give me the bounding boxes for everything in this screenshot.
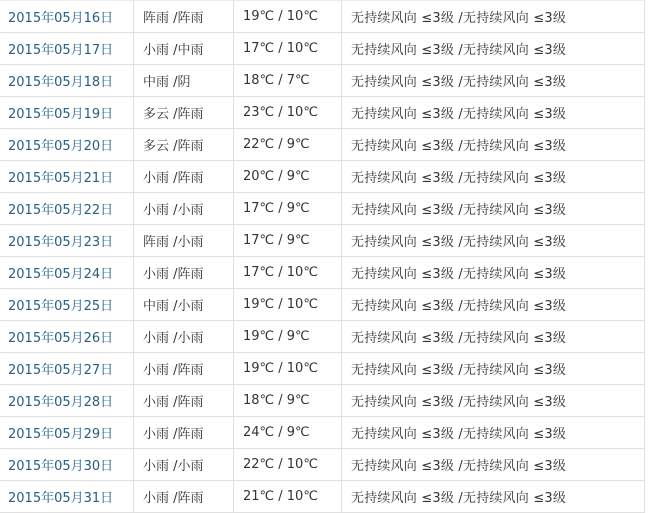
table-row	[0, 449, 645, 481]
date-cell	[0, 33, 134, 64]
weather-cell: 中雨 /阴	[134, 65, 234, 96]
wind-cell: 无持续风向 ≤3级 /无持续风向 ≤3级	[342, 193, 645, 224]
table-row	[0, 289, 645, 321]
table-row	[0, 417, 645, 449]
date-cell	[0, 1, 134, 32]
wind-cell: 无持续风向 ≤3级 /无持续风向 ≤3级	[342, 289, 645, 320]
weather-cell: 小雨 /小雨	[134, 449, 234, 480]
date-link[interactable]: 2015年05月17日	[8, 43, 114, 58]
weather-cell: 小雨 /阵雨	[134, 353, 234, 384]
table-row	[0, 65, 645, 97]
date-link[interactable]: 2015年05月20日	[8, 139, 114, 154]
date-cell	[0, 257, 134, 288]
table-row	[0, 1, 645, 33]
table-row	[0, 321, 645, 353]
table-row	[0, 161, 645, 193]
date-link[interactable]: 2015年05月26日	[8, 331, 114, 346]
wind-cell: 无持续风向 ≤3级 /无持续风向 ≤3级	[342, 385, 645, 416]
date-link[interactable]: 2015年05月19日	[8, 107, 114, 122]
temperature-cell: 21℃ / 10℃	[234, 481, 342, 512]
wind-cell: 无持续风向 ≤3级 /无持续风向 ≤3级	[342, 161, 645, 192]
weather-cell: 阵雨 /小雨	[134, 225, 234, 256]
weather-cell: 小雨 /小雨	[134, 321, 234, 352]
wind-cell: 无持续风向 ≤3级 /无持续风向 ≤3级	[342, 481, 645, 512]
date-cell	[0, 353, 134, 384]
date-cell	[0, 481, 134, 512]
weather-cell: 小雨 /阵雨	[134, 481, 234, 512]
wind-cell: 无持续风向 ≤3级 /无持续风向 ≤3级	[342, 97, 645, 128]
date-link[interactable]: 2015年05月31日	[8, 491, 114, 506]
table-row	[0, 385, 645, 417]
weather-cell: 小雨 /阵雨	[134, 257, 234, 288]
weather-cell: 小雨 /中雨	[134, 33, 234, 64]
table-row	[0, 225, 645, 257]
temperature-cell: 17℃ / 9℃	[234, 225, 342, 256]
temperature-cell: 22℃ / 9℃	[234, 129, 342, 160]
temperature-cell: 17℃ / 9℃	[234, 193, 342, 224]
wind-cell: 无持续风向 ≤3级 /无持续风向 ≤3级	[342, 257, 645, 288]
table-row	[0, 33, 645, 65]
date-cell	[0, 449, 134, 480]
wind-cell: 无持续风向 ≤3级 /无持续风向 ≤3级	[342, 353, 645, 384]
temperature-cell: 19℃ / 9℃	[234, 321, 342, 352]
weather-cell: 小雨 /阵雨	[134, 385, 234, 416]
date-link[interactable]: 2015年05月18日	[8, 75, 114, 90]
weather-cell: 多云 /阵雨	[134, 129, 234, 160]
table-row	[0, 193, 645, 225]
weather-cell: 小雨 /阵雨	[134, 417, 234, 448]
date-link[interactable]: 2015年05月21日	[8, 171, 114, 186]
wind-cell: 无持续风向 ≤3级 /无持续风向 ≤3级	[342, 417, 645, 448]
temperature-cell: 23℃ / 10℃	[234, 97, 342, 128]
temperature-cell: 24℃ / 9℃	[234, 417, 342, 448]
weather-cell: 小雨 /小雨	[134, 193, 234, 224]
date-cell	[0, 417, 134, 448]
temperature-cell: 19℃ / 10℃	[234, 289, 342, 320]
date-cell	[0, 385, 134, 416]
weather-cell: 中雨 /小雨	[134, 289, 234, 320]
date-link[interactable]: 2015年05月28日	[8, 395, 114, 410]
date-cell	[0, 225, 134, 256]
date-link[interactable]: 2015年05月27日	[8, 363, 114, 378]
table-row	[0, 481, 645, 513]
date-link[interactable]: 2015年05月25日	[8, 299, 114, 314]
date-link[interactable]: 2015年05月23日	[8, 235, 114, 250]
date-cell	[0, 161, 134, 192]
temperature-cell: 19℃ / 10℃	[234, 1, 342, 32]
temperature-cell: 19℃ / 10℃	[234, 353, 342, 384]
wind-cell: 无持续风向 ≤3级 /无持续风向 ≤3级	[342, 33, 645, 64]
temperature-cell: 17℃ / 10℃	[234, 257, 342, 288]
date-cell	[0, 65, 134, 96]
weather-cell: 小雨 /阵雨	[134, 161, 234, 192]
temperature-cell: 22℃ / 10℃	[234, 449, 342, 480]
weather-cell: 阵雨 /阵雨	[134, 1, 234, 32]
weather-cell: 多云 /阵雨	[134, 97, 234, 128]
date-link[interactable]: 2015年05月24日	[8, 267, 114, 282]
table-row	[0, 257, 645, 289]
date-link[interactable]: 2015年05月16日	[8, 11, 114, 26]
date-link[interactable]: 2015年05月30日	[8, 459, 114, 474]
date-cell	[0, 129, 134, 160]
temperature-cell: 17℃ / 10℃	[234, 33, 342, 64]
temperature-cell: 18℃ / 7℃	[234, 65, 342, 96]
date-cell	[0, 193, 134, 224]
table-row	[0, 353, 645, 385]
wind-cell: 无持续风向 ≤3级 /无持续风向 ≤3级	[342, 449, 645, 480]
temperature-cell: 18℃ / 9℃	[234, 385, 342, 416]
date-cell	[0, 97, 134, 128]
date-link[interactable]: 2015年05月29日	[8, 427, 114, 442]
date-cell	[0, 321, 134, 352]
wind-cell: 无持续风向 ≤3级 /无持续风向 ≤3级	[342, 129, 645, 160]
date-cell	[0, 289, 134, 320]
wind-cell: 无持续风向 ≤3级 /无持续风向 ≤3级	[342, 1, 645, 32]
temperature-cell: 20℃ / 9℃	[234, 161, 342, 192]
date-link[interactable]: 2015年05月22日	[8, 203, 114, 218]
table-row	[0, 97, 645, 129]
wind-cell: 无持续风向 ≤3级 /无持续风向 ≤3级	[342, 65, 645, 96]
wind-cell: 无持续风向 ≤3级 /无持续风向 ≤3级	[342, 321, 645, 352]
wind-cell: 无持续风向 ≤3级 /无持续风向 ≤3级	[342, 225, 645, 256]
table-row	[0, 129, 645, 161]
